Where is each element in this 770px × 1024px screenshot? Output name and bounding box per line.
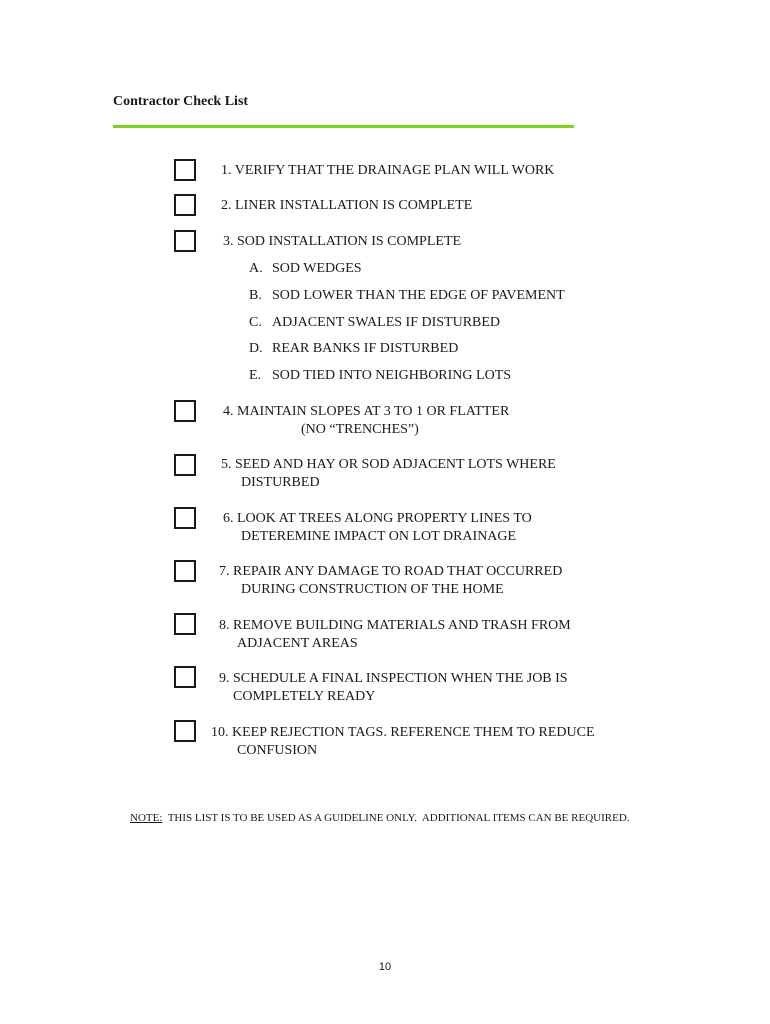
item-1-text: 1. VERIFY THAT THE DRAINAGE PLAN WILL WORK [221, 163, 555, 178]
item-10-text-continued: CONFUSION [237, 743, 318, 758]
sod-subitem-d [249, 340, 458, 358]
checkbox-item-1[interactable] [174, 159, 196, 181]
item-6-text-continued: DETEREMINE IMPACT ON LOT DRAINAGE [241, 529, 517, 544]
sod-subitem-b [249, 287, 565, 305]
item-3-text: 3. SOD INSTALLATION IS COMPLETE [223, 234, 462, 249]
item-8-text: 8. REMOVE BUILDING MATERIALS AND TRASH FROM [219, 618, 571, 633]
checkbox-item-9[interactable] [174, 666, 196, 688]
checkbox-item-7[interactable] [174, 560, 196, 582]
note-text: THIS LIST IS TO BE USED AS A GUIDELINE ONLY. ADDITIONAL ITEMS CAN BE REQUIRED. [162, 812, 630, 824]
checkbox-item-6[interactable] [174, 507, 196, 529]
checkbox-item-2[interactable] [174, 194, 196, 216]
note-label: NOTE: [130, 812, 163, 824]
sod-subitem-a [249, 260, 362, 278]
checkbox-item-4[interactable] [174, 400, 196, 422]
sod-subitem-c [249, 314, 500, 332]
item-7-text: 7. REPAIR ANY DAMAGE TO ROAD THAT OCCURRED [219, 564, 563, 579]
item-5-text: 5. SEED AND HAY OR SOD ADJACENT LOTS WHERE [221, 457, 556, 472]
sod-subitem-text: SOD TIED INTO NEIGHBORING LOTS [272, 368, 512, 383]
item-9-text: 9. SCHEDULE A FINAL INSPECTION WHEN THE JOB IS [219, 671, 568, 686]
item-5-text-continued: DISTURBED [241, 475, 320, 490]
item-9-text-continued: COMPLETELY READY [233, 689, 376, 704]
item-2-text: 2. LINER INSTALLATION IS COMPLETE [221, 198, 473, 213]
sod-subitem-text: ADJACENT SWALES IF DISTURBED [272, 315, 501, 330]
item-6-text: 6. LOOK AT TREES ALONG PROPERTY LINES TO [223, 511, 532, 526]
sod-subitem-letter: B. [249, 288, 262, 303]
page-number: 10 [378, 961, 392, 973]
item-7-text-continued: DURING CONSTRUCTION OF THE HOME [241, 582, 504, 597]
checkbox-item-8[interactable] [174, 613, 196, 635]
sod-subitem-e [249, 367, 511, 385]
checkbox-item-3[interactable] [174, 230, 196, 252]
guideline-note [130, 812, 630, 824]
title-underline [113, 125, 574, 128]
item-4-text: 4. MAINTAIN SLOPES AT 3 TO 1 OR FLATTER [223, 404, 510, 419]
sod-subitem-letter: E. [249, 368, 262, 383]
checkbox-item-10[interactable] [174, 720, 196, 742]
item-4-text-continued: (NO “TRENCHES”) [301, 422, 419, 437]
item-10-text: 10. KEEP REJECTION TAGS. REFERENCE THEM TO REDUCE [211, 725, 595, 740]
checkbox-item-5[interactable] [174, 454, 196, 476]
page-title: Contractor Check List [113, 94, 249, 109]
sod-subitem-text: SOD LOWER THAN THE EDGE OF PAVEMENT [272, 288, 565, 303]
sod-subitem-letter: A. [249, 261, 263, 276]
sod-subitem-letter: D. [249, 341, 263, 356]
sod-subitem-text: REAR BANKS IF DISTURBED [272, 341, 459, 356]
sod-subitem-text: SOD WEDGES [272, 261, 362, 276]
item-8-text-continued: ADJACENT AREAS [237, 636, 358, 651]
sod-subitem-letter: C. [249, 315, 262, 330]
